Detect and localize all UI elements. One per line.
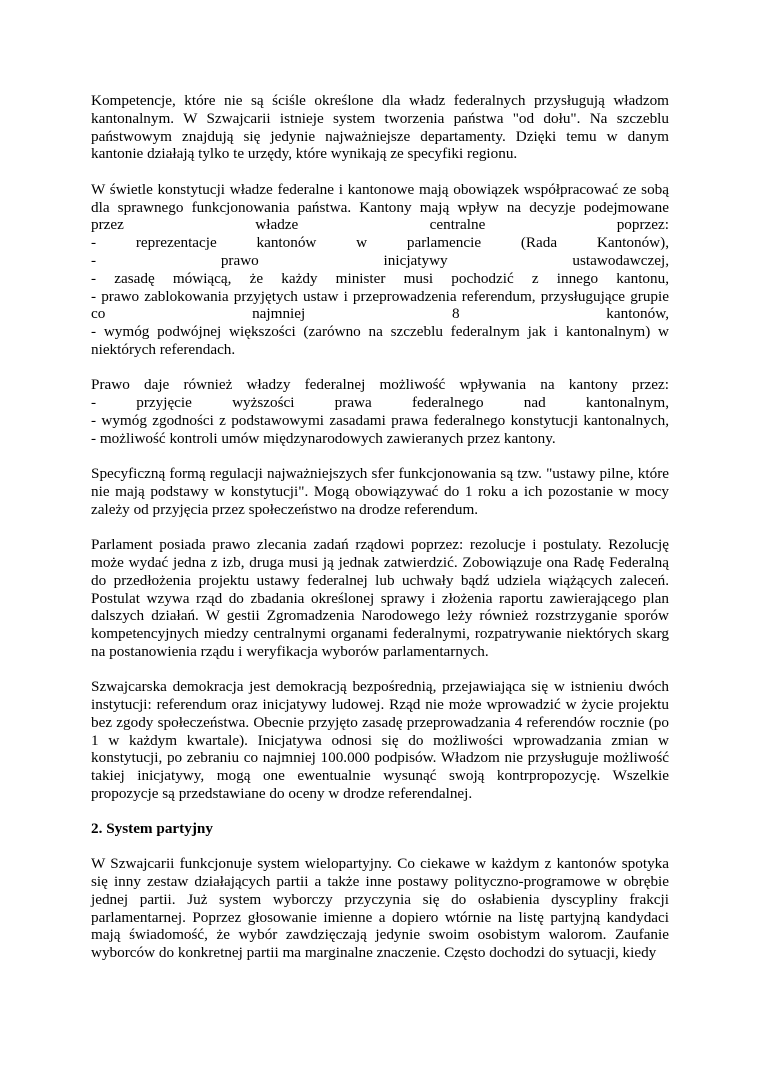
list-item: - zasadę mówiącą, że każdy minister musi pochodzić z innego kantonu, [91,269,669,287]
document-body [91,92,669,980]
paragraph-democracy: Szwajcarska demokracja jest demokracją bezpośrednią, przejawiająca się w istnieniu dwóch instytucji: referendum oraz inicjatywy ludowej. Rząd nie może wprowadzić w życie projektu bez zgody społeczeństwa. Obecnie przyjęto zasadę przeprowadzania 4 referendów rocznie (po 1 w każdym kwartale). Inicjatywa odnosi się do możliwości wprowadzania zmian w konstytucji, po zebraniu co najmniej 100.000 podpisów. Władzom nie przysługuje możliwość takiej inicjatywy, mogą one ewentualnie wysunąć swoją kontrpropozycję. Wszelkie propozycje są przedstawiane do oceny w drodze referendalnej. [91,678,669,803]
paragraph-party-system: W Szwajcarii funkcjonuje system wielopartyjny. Co ciekawe w każdym z kantonów spotyka się inny zestaw działających partii a także inne postawy polityczno-programowe w obrębie jednej partii. Już system wyborczy przyczynia się do osłabienia dyscypliny frakcji parlamentarnej. Poprzez głosowanie imienne a dopiero wtórnie na listę partyjną kandydaci mają świadomość, że wybór zawdzięczają jedynie swoim osobistym walorom. Zaufanie wyborców do konkretnej partii ma marginalne znaczenie. Często dochodzi do sytuacji, kiedy [91,855,669,962]
paragraph-urgent-laws: Specyficzną formą regulacji najważniejszych sfer funkcjonowania są tzw. "ustawy pilne, które nie mają podstawy w konstytucji". Mogą obowiązywać do 1 roku a ich pozostanie w mocy zależy od przyjęcia przez społeczeństwo na drodze referendum. [91,465,669,518]
text-line: niektórych referendach. [91,340,236,358]
text-line: W świetle konstytucji władze federalne i kantonowe mają obowiązek współpracować ze sobą [91,180,669,198]
list-item: - prawo inicjatywy ustawodawczej, [91,251,669,269]
paragraph-competences: Kompetencje, które nie są ściśle określone dla władz federalnych przysługują władzom kantonalnym. W Szwajcarii istnieje system tworzenia państwa "od dołu". Na szczeblu państwowym znajdują się jedynie najważniejsze departamenty. Dzięki temu w danym kantonie działają tylko te urzędy, które wynikają ze specyfiki regionu. [91,92,669,163]
paragraph-federal-influence [91,376,669,447]
list-item: - wymóg zgodności z podstawowymi zasadami prawa federalnego konstytucji kantonalnych, [91,411,669,429]
list-item: co najmniej 8 kantonów, [91,305,669,323]
list-item: - możliwość kontroli umów międzynarodowych zawieranych przez kantony. [91,429,556,447]
list-item: - reprezentacje kantonów w parlamencie (Rada Kantonów), [91,234,669,252]
paragraph-parliament: Parlament posiada prawo zlecania zadań rządowi poprzez: rezolucje i postulaty. Rezolucję może wydać jedna z izb, druga musi ją jednak zatwierdzić. Zobowiązuje ona Radę Federalną do przedłożenia projektu ustawy federalnej lub uchwały bądź udziela wiążących zaleceń. Postulat wzywa rząd do zbadania określonej sprawy i złożenia raportu zawierającego plan dalszych działań. W gestii Zgromadzenia Narodowego leży również rozstrzyganie sporów kompetencyjnych miedzy centralnymi organami federalnymi, rozpatrywanie niektórych skarg na postanowienia rządu i weryfikacja wyborów parlamentarnych. [91,536,669,660]
list-item: - przyjęcie wyższości prawa federalnego nad kantonalnym, [91,394,669,412]
text-line: Prawo daje również władzy federalnej możliwość wpływania na kantony przez: [91,376,669,394]
text-line: dla sprawnego funkcjonowania państwa. Kantony mają wpływ na decyzje podejmowane [91,198,669,216]
list-item: - wymóg podwójnej większości (zarówno na szczeblu federalnym jak i kantonalnym) w [91,323,669,341]
paragraph-cooperation [91,181,669,359]
list-item: - prawo zablokowania przyjętych ustaw i przeprowadzenia referendum, przysługujące grupie [91,287,669,305]
section-heading: 2. System partyjny [91,820,213,838]
text-line: przez władze centralne poprzez: [91,216,669,234]
